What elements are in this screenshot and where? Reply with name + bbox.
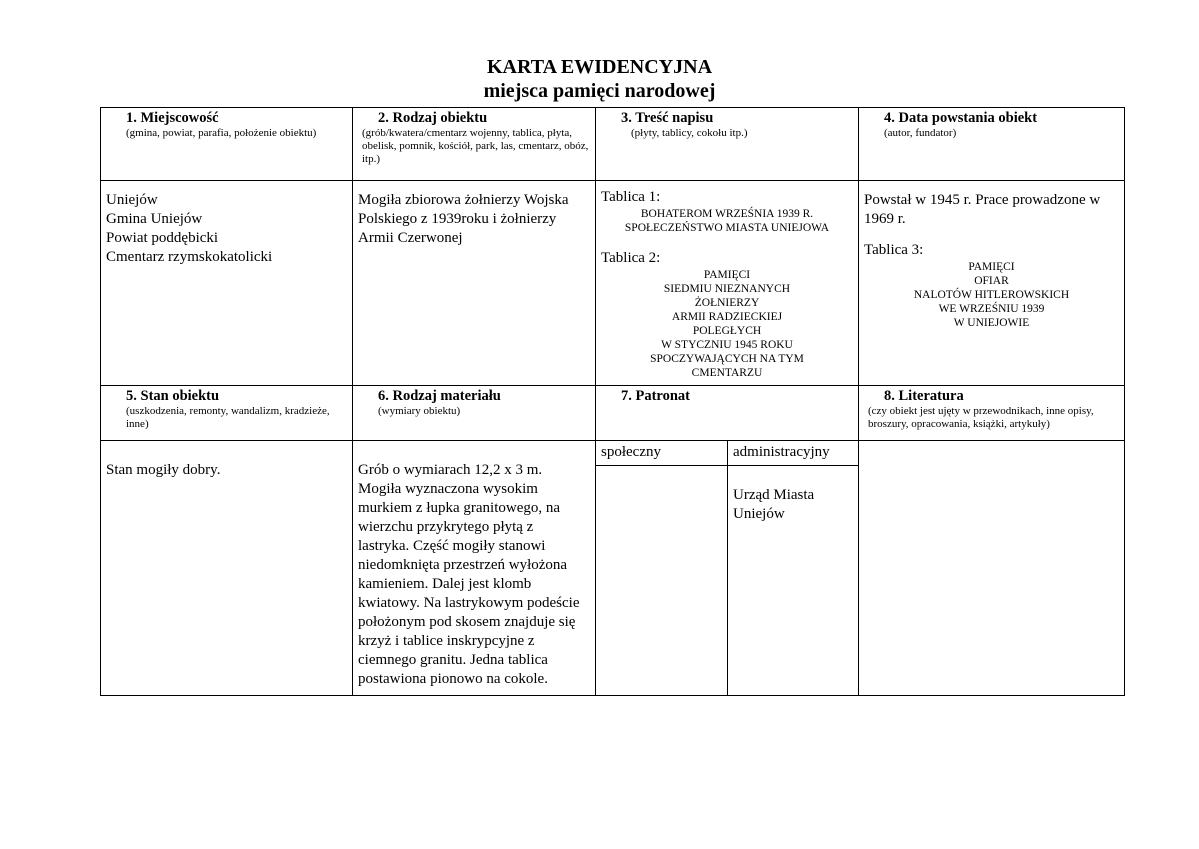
header-sub: (gmina, powiat, parafia, położenie obiektu): [126, 127, 317, 139]
header-sub: (autor, fundator): [884, 127, 957, 139]
inscription-line: NALOTÓW HITLEROWSKICH: [913, 289, 1070, 301]
text: Mogiła zbiorowa żołnierzy Wojska Polskiego z 1939roku i żołnierzy Armii Czerwonej: [358, 192, 569, 246]
inscription-line: WE WRZEŚNIU 1939: [938, 303, 1045, 315]
text-line: Gmina Uniejów: [106, 211, 203, 227]
cell-rodzaj-materialu: [352, 440, 596, 696]
inscription-line: ŻOŁNIERZY: [694, 297, 760, 309]
inscription-line: CMENTARZU: [691, 367, 763, 379]
cell-stan-obiektu: [100, 440, 353, 696]
header-sub: (uszkodzenia, remonty, wandalizm, kradzieże, inne): [126, 405, 330, 430]
inscription-line: SIEDMIU NIEZNANYCH: [663, 283, 791, 295]
header-title: 1. Miejscowość: [126, 110, 219, 126]
header-rodzaj-materialu: [352, 385, 596, 441]
inscription-line: W UNIEJOWIE: [953, 317, 1030, 329]
tablica-3-label: Tablica 3:: [864, 242, 924, 258]
header-title: 5. Stan obiektu: [126, 388, 220, 404]
inscription-line: W STYCZNIU 1945 ROKU: [661, 339, 793, 351]
tablica-2-label: Tablica 2:: [601, 250, 661, 266]
inscription-line: SPOCZYWAJĄCYCH NA TYM: [650, 353, 804, 365]
inscription-line: OFIAR: [974, 275, 1009, 287]
text: Stan mogiły dobry.: [106, 462, 221, 478]
text: Powstał w 1945 r. Prace prowadzone w 1969 r.: [864, 192, 1101, 227]
header-sub: (grób/kwatera/cmentarz wojenny, tablica, płyta, obelisk, pomnik, kościół, park, las, cmentarz, obóz, itp.): [362, 127, 589, 165]
tablica-1-label: Tablica 1:: [601, 189, 661, 205]
cell-literatura: [858, 440, 1125, 696]
text-line: Uniejów: [106, 192, 158, 208]
cell-rodzaj-obiektu: [352, 180, 596, 386]
header-data-powstania: [858, 107, 1125, 181]
inscription-line: ARMII RADZIECKIEJ: [671, 311, 783, 323]
patronat-administracyjny-label: administracyjny: [727, 440, 859, 466]
document-title: KARTA EWIDENCYJNA: [486, 56, 713, 78]
header-literatura: [858, 385, 1125, 441]
text-line: Cmentarz rzymskokatolicki: [106, 249, 273, 265]
header-title: 2. Rodzaj obiektu: [378, 110, 488, 126]
header-title: 4. Data powstania obiekt: [884, 110, 1038, 126]
inscription-line: BOHATEROM WRZEŚNIA 1939 R.: [640, 208, 814, 220]
cell-miejscowosc: [100, 180, 353, 386]
document-subtitle: miejsca pamięci narodowej: [483, 80, 716, 102]
header-title: 7. Patronat: [621, 388, 691, 404]
cell-tresc-napisu: [595, 180, 859, 386]
inscription-line: PAMIĘCI: [703, 269, 751, 281]
header-title: 6. Rodzaj materiału: [378, 388, 501, 404]
inscription-line: PAMIĘCI: [968, 261, 1015, 273]
cell-data-powstania: [858, 180, 1125, 386]
text: Grób o wymiarach 12,2 x 3 m. Mogiła wyznaczona wysokim murkiem z łupka granitowego, na wierzchu przykrytego płytą z lastryka. Część mogiły stanowi niedomknięta przestrzeń wyłożona kamieniem. Dalej jest klomb kwiatowy. Na lastrykowym podeście położonym pod skosem znajduje się krzyż i tablice inskrypcyjne z ciemnego granitu. Jedna tablica postawiona pionowo na cokole.: [358, 462, 580, 687]
header-miejscowosc: [100, 107, 353, 181]
text-line: Powiat poddębicki: [106, 230, 219, 246]
header-patronat: [595, 385, 859, 441]
header-stan-obiektu: [100, 385, 353, 441]
inscription-line: SPOŁECZEŃSTWO MIASTA UNIEJOWA: [624, 222, 830, 234]
patronat-spoleczny-value: [595, 465, 728, 696]
header-rodzaj-obiektu: [352, 107, 596, 181]
header-title: 8. Literatura: [884, 388, 964, 404]
header-title: 3. Treść napisu: [621, 110, 714, 126]
header-tresc-napisu: [595, 107, 859, 181]
header-sub: (wymiary obiektu): [378, 405, 461, 417]
patronat-spoleczny-label: społeczny: [595, 440, 728, 466]
header-sub: (czy obiekt jest ujęty w przewodnikach, inne opisy, broszury, opracowania, książki, artykuły): [868, 405, 1094, 430]
patronat-administracyjny-value: Urząd Miasta Uniejów: [727, 465, 859, 696]
inscription-line: POLEGŁYCH: [692, 325, 762, 337]
header-sub: (płyty, tablicy, cokołu itp.): [631, 127, 748, 139]
